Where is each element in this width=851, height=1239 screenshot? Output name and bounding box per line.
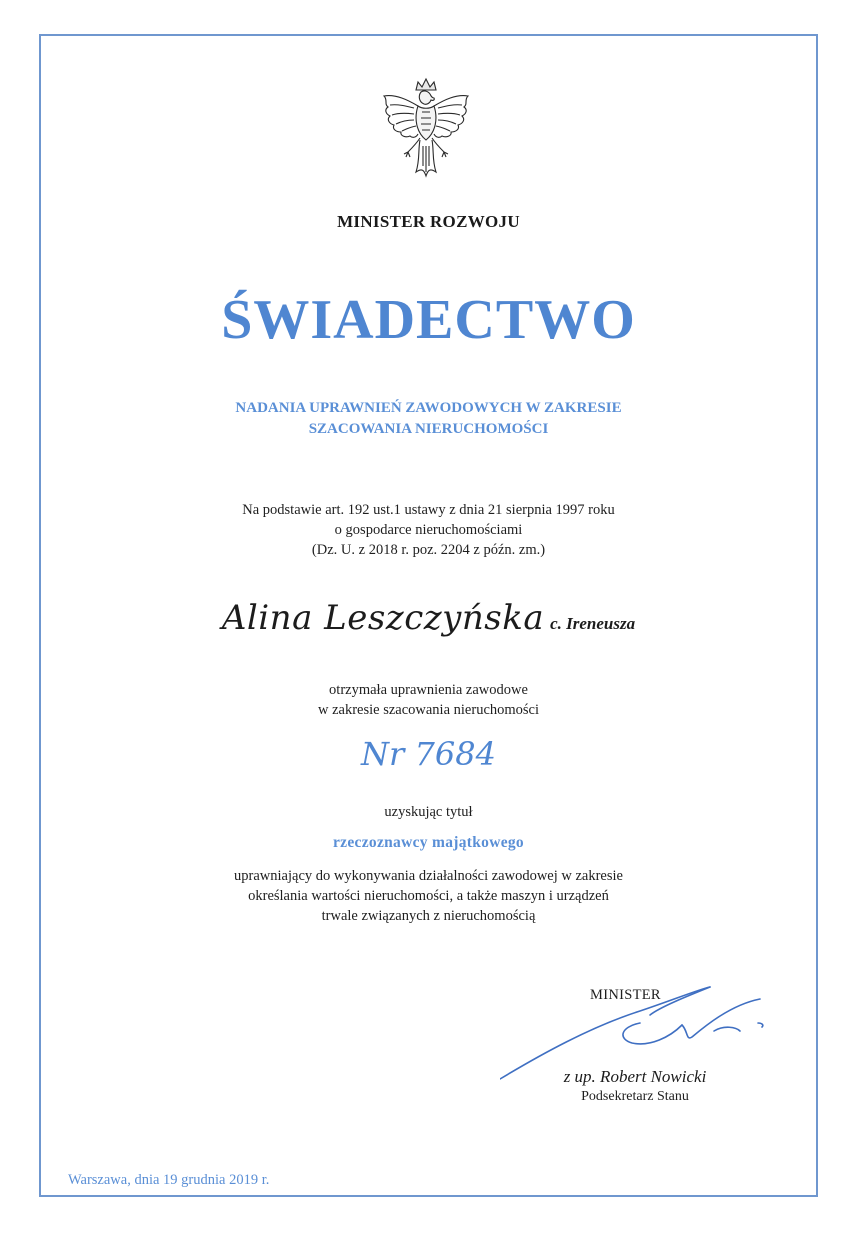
signature-label: MINISTER (590, 987, 661, 1003)
subtitle-line: SZACOWANIA NIERUCHOMOŚCI (308, 421, 549, 437)
received-statement (39, 680, 818, 720)
document-subtitle (39, 398, 818, 440)
document-title: ŚWIADECTWO (221, 289, 636, 351)
place-and-date: Warszawa, dnia 19 grudnia 2019 r. (68, 1171, 270, 1188)
signature-block (500, 975, 760, 1115)
recipient-parent-name: c. Ireneusza (550, 614, 636, 633)
conferred-title: rzeczoznawcy majątkowego (333, 834, 524, 851)
signatory-name: z up. Robert Nowicki (563, 1067, 707, 1086)
scope-line: określania wartości nieruchomości, a także maszyn i urządzeń (248, 888, 609, 904)
scope-line: uprawniający do wykonywania działalności zawodowej w zakresie (234, 868, 623, 884)
legal-basis-line: (Dz. U. z 2018 r. poz. 2204 z późn. zm.) (311, 542, 546, 558)
received-line: w zakresie szacowania nieruchomości (317, 702, 540, 718)
obtaining-title-text: uzyskując tytuł (384, 804, 473, 820)
legal-basis (39, 500, 818, 560)
recipient-name: Alina Leszczyńska (221, 598, 545, 638)
received-line: otrzymała uprawnienia zawodowe (329, 682, 528, 698)
signatory-role: Podsekretarz Stanu (581, 1089, 689, 1104)
scope-line: trwale związanych z nieruchomością (321, 908, 536, 924)
scope-statement (39, 866, 818, 926)
certificate-number: Nr 7684 (361, 735, 496, 773)
polish-eagle-emblem-icon (374, 76, 478, 188)
recipient (39, 598, 818, 648)
legal-basis-line: Na podstawie art. 192 ust.1 ustawy z dnia 21 sierpnia 1997 roku (242, 502, 615, 518)
issuer-heading: MINISTER ROZWOJU (337, 212, 520, 231)
legal-basis-line: o gospodarce nieruchomościami (334, 522, 523, 538)
subtitle-line: NADANIA UPRAWNIEŃ ZAWODOWYCH W ZAKRESIE (235, 400, 622, 416)
